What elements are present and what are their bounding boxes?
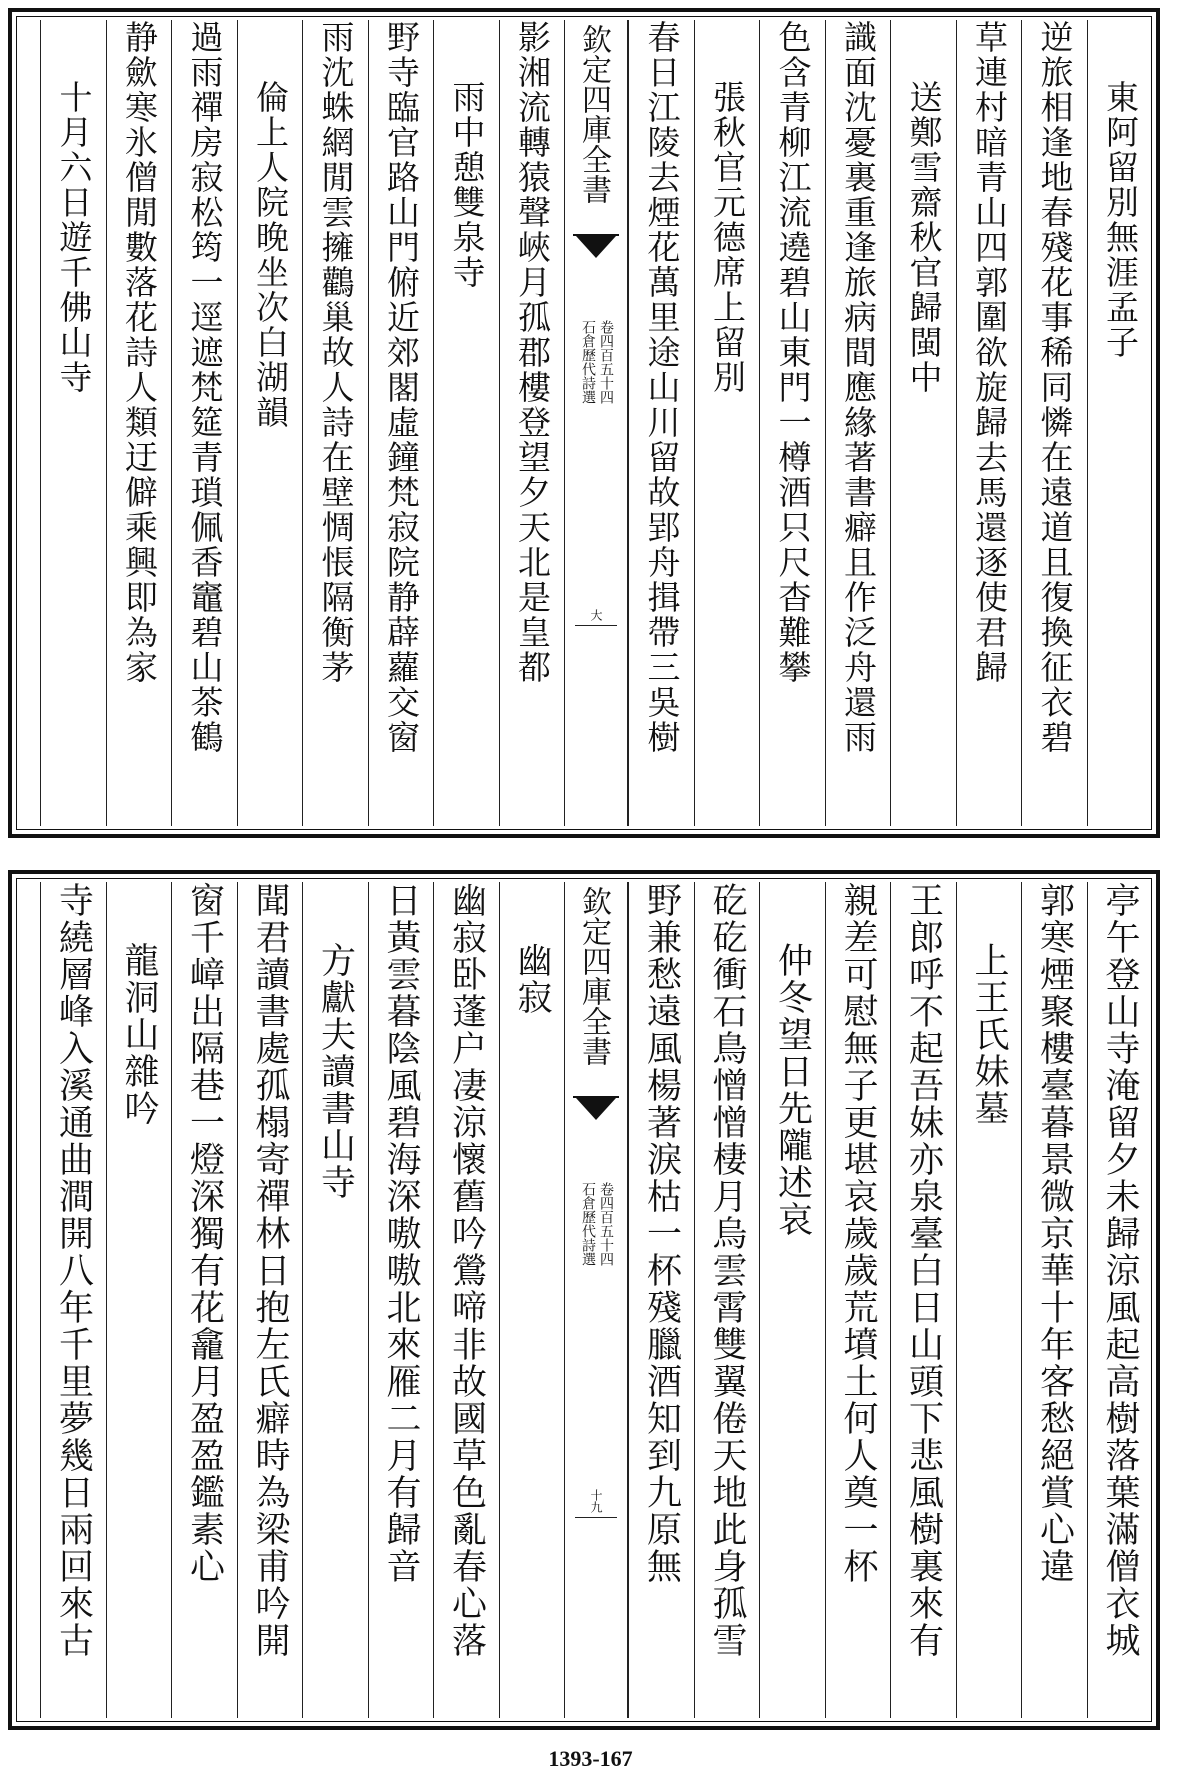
bottom-page [8, 870, 1160, 1730]
top-folio: 大 [589, 609, 603, 621]
top-meta-line2: 卷四百五十四 [598, 320, 614, 404]
top-page [8, 8, 1160, 838]
text-column: 静歛寒氷僧閒數落花詩人類迂僻乘興即為家 [106, 20, 172, 826]
text-column: 親差可慰無子更堪哀歲歲荒墳土何人奠一杯 [825, 882, 891, 1718]
text-column: 東阿留別無涯孟子 [1087, 20, 1153, 826]
text-column: 野寺臨官路山門俯近郊閣虛鐘梵寂院静薜蘿交窗 [368, 20, 434, 826]
text-column: 逆旅相逢地春殘花事稀同憐在遠道且復換征衣碧 [1021, 20, 1087, 826]
text-column: 幽寂卧蓬户凄涼懷舊吟鶯啼非故國草色亂春心落 [433, 882, 499, 1718]
text-column: 十月六日遊千佛山寺 [40, 20, 106, 826]
text-column: 上王氏妹墓 [956, 882, 1022, 1718]
text-column: 識面沈憂裏重逢旅病間應緣著書癖且作泛舟還雨 [825, 20, 891, 826]
text-column: 雨中憩雙泉寺 [433, 20, 499, 826]
text-column: 影湘流轉猿聲峽月孤郡樓登望夕天北是皇都 [499, 20, 565, 826]
text-column: 龍洞山雜吟 [106, 882, 172, 1718]
text-column: 日黃雲暮陰風碧海深嗷嗷北來雁二月有歸音 [368, 882, 434, 1718]
text-column: 方獻夫讀書山寺 [302, 882, 368, 1718]
text-column: 送鄭雪齋秋官歸閩中 [890, 20, 956, 826]
text-column: 過雨禪房寂松筠一逕遮梵筵青瑣佩香竈碧山茶鶴 [171, 20, 237, 826]
fish-tail-mark [573, 234, 619, 266]
text-column: 仲冬望日先隴述哀 [759, 882, 825, 1718]
text-column: 草連村暗青山四郭圍欲旋歸去馬還逐使君歸 [956, 20, 1022, 826]
bottom-folio: 十九 [589, 1489, 603, 1513]
text-column: 野兼愁遠風楊著淚枯一杯殘臘酒知到九原無 [628, 882, 694, 1718]
text-column: 窗千嶂出隔巷一燈深獨有花龕月盈盈鑑素心 [171, 882, 237, 1718]
top-center-strip [564, 20, 628, 826]
top-book-title: 欽定四庫全書 [576, 24, 611, 204]
text-column: 矻矻衝石鳥憎憎棲月烏雲霄雙翼倦天地此身孤雪 [694, 882, 760, 1718]
bottom-book-title: 欽定四庫全書 [576, 886, 611, 1066]
text-column: 雨沈蛛網閒雲擁鸛巢故人詩在壁惆悵隔衡茅 [302, 20, 368, 826]
bottom-meta-line1: 石倉歷代詩選 [580, 1182, 596, 1266]
bottom-folio-rule [575, 1517, 617, 1518]
text-column: 郭寒煙聚樓臺暮景微京華十年客愁絕賞心違 [1021, 882, 1087, 1718]
page-number: 1393-167 [548, 1746, 633, 1771]
top-folio-rule [575, 625, 617, 626]
text-column: 聞君讀書處孤榻寄禪林日抱左氏癖時為梁甫吟開 [237, 882, 303, 1718]
top-meta-line1: 石倉歷代詩選 [580, 320, 596, 404]
text-column: 春日江陵去煙花萬里途山川留故郢舟揖帶三吳樹 [628, 20, 694, 826]
text-column: 色含青柳江流遶碧山東門一樽酒只尺杳難攀 [759, 20, 825, 826]
text-column: 亭午登山寺淹留夕未歸涼風起高樹落葉滿僧衣城 [1087, 882, 1153, 1718]
bottom-meta-line2: 卷四百五十四 [598, 1182, 614, 1266]
fish-tail-mark [573, 1096, 619, 1128]
text-column: 倫上人院晚坐次白湖韻 [237, 20, 303, 826]
text-column: 王郎呼不起吾妹亦泉臺白日山頭下悲風樹裏來有 [890, 882, 956, 1718]
text-column: 寺繞層峰入溪通曲澗開八年千里夢幾日兩回來古 [40, 882, 106, 1718]
text-column: 幽寂 [499, 882, 565, 1718]
text-column: 張秋官元德席上留別 [694, 20, 760, 826]
bottom-center-strip [564, 882, 628, 1718]
